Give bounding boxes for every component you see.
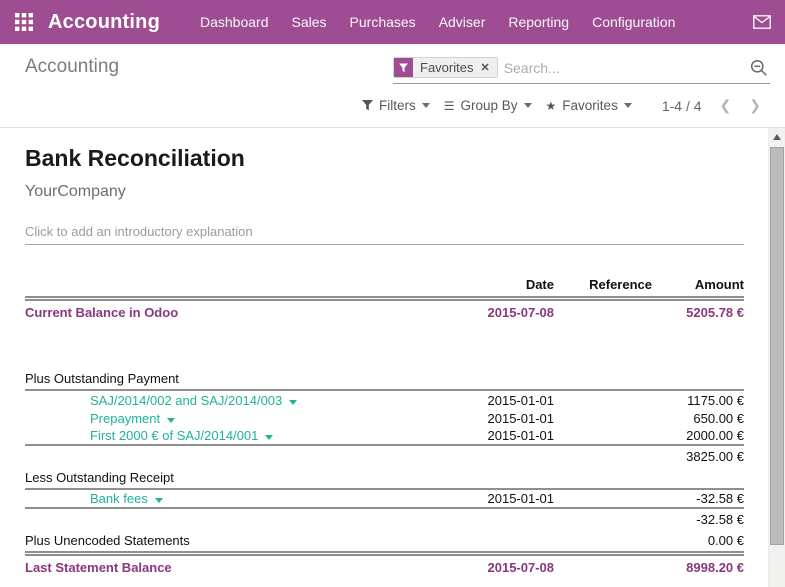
filters-dropdown[interactable]: [362, 98, 430, 113]
intro-placeholder[interactable]: Click to add an introductory explanation: [25, 224, 744, 245]
report-company: YourCompany: [25, 183, 126, 200]
chevron-down-icon: [624, 103, 632, 108]
row-amount: 1175.00 €: [687, 392, 744, 408]
row-label: Current Balance in Odoo: [25, 305, 179, 320]
search-facet-label: Favorites: [420, 60, 474, 75]
scroll-up-arrow-icon[interactable]: [769, 128, 785, 146]
column-header-amount: Amount: [694, 277, 744, 292]
table-row: [25, 530, 744, 556]
apps-grid-icon[interactable]: [14, 12, 34, 32]
table-row: [25, 391, 744, 409]
row-amount: -32.58 €: [696, 491, 744, 506]
table-row: [25, 409, 744, 427]
group-by-dropdown[interactable]: [444, 98, 532, 113]
group-by-label: Group By: [460, 98, 518, 113]
filter-funnel-icon: [362, 100, 373, 111]
table-row: [25, 467, 744, 490]
row-label: Last Statement Balance: [25, 560, 172, 575]
menu-item-adviser[interactable]: Adviser: [438, 14, 486, 30]
menu-item-configuration[interactable]: Configuration: [592, 14, 676, 30]
report-title: Bank Reconciliation: [25, 145, 245, 171]
row-date: 2015-01-01: [487, 410, 554, 426]
vertical-scrollbar[interactable]: [768, 128, 785, 587]
row-amount: 8998.20 €: [686, 560, 744, 575]
close-icon[interactable]: ✕: [480, 62, 490, 74]
table-row: [25, 368, 744, 391]
drilldown-link[interactable]: First 2000 € of SAJ/2014/001: [90, 428, 273, 443]
row-amount: 0.00 €: [707, 533, 744, 548]
report-page: [0, 127, 785, 586]
report-table-body: [25, 301, 744, 579]
filter-funnel-icon: [394, 58, 413, 77]
app-title[interactable]: Accounting: [48, 10, 160, 33]
favorites-dropdown[interactable]: [546, 98, 632, 113]
search-input[interactable]: [504, 60, 750, 76]
column-header-date: Date: [525, 277, 554, 292]
row-date: 2015-01-01: [487, 428, 554, 443]
row-label: Plus Unencoded Statements: [25, 533, 190, 548]
menu-item-sales[interactable]: Sales: [291, 14, 327, 30]
star-icon: ★: [545, 98, 557, 113]
chevron-down-icon: [167, 418, 175, 423]
search-view: [393, 55, 770, 84]
messages-envelope-icon[interactable]: [753, 15, 771, 29]
table-row: [25, 324, 744, 368]
pager-previous-icon[interactable]: ❮: [719, 97, 732, 113]
table-row: [25, 427, 744, 446]
pager-counter: 1-4 / 4: [661, 97, 702, 114]
drilldown-link[interactable]: Bank fees: [90, 491, 163, 506]
row-amount: 5205.78 €: [686, 305, 744, 320]
favorites-label: Favorites: [562, 98, 618, 113]
table-row: [25, 490, 744, 509]
row-amount: -32.58 €: [696, 512, 744, 527]
row-date: 2015-01-01: [487, 392, 554, 408]
control-panel: [0, 44, 785, 127]
apps-grid-glyph: [15, 13, 33, 31]
list-icon: ☰: [443, 98, 455, 113]
table-row: [25, 446, 744, 467]
row-label: Plus Outstanding Payment: [25, 371, 179, 386]
reconciliation-table: [25, 276, 744, 579]
table-row: [25, 556, 744, 579]
menu-item-dashboard[interactable]: Dashboard: [200, 14, 269, 30]
chevron-down-icon: [524, 103, 532, 108]
table-row: [25, 301, 744, 324]
menu-item-reporting[interactable]: Reporting: [508, 14, 570, 30]
row-date: 2015-07-08: [487, 560, 554, 575]
column-header-reference: Reference: [589, 277, 652, 292]
drilldown-link[interactable]: Prepayment: [90, 411, 175, 426]
row-date: 2015-01-01: [487, 491, 554, 506]
main-menu: [200, 14, 675, 30]
row-label: Less Outstanding Receipt: [25, 470, 174, 485]
top-bar: [0, 0, 785, 44]
search-icon[interactable]: [750, 59, 768, 77]
search-facet-favorites: [393, 57, 498, 78]
chevron-down-icon: [289, 400, 297, 405]
row-amount: 650.00 €: [693, 410, 744, 426]
row-amount: 3825.00 €: [686, 449, 744, 464]
table-row: [25, 509, 744, 530]
chevron-down-icon: [422, 103, 430, 108]
table-header-row: [25, 276, 744, 301]
scrollbar-thumb[interactable]: [770, 147, 784, 545]
menu-item-purchases[interactable]: Purchases: [349, 14, 416, 30]
breadcrumb[interactable]: Accounting: [25, 56, 120, 77]
chevron-down-icon: [265, 435, 273, 440]
row-date: 2015-07-08: [487, 305, 554, 320]
pager-next-icon[interactable]: ❯: [749, 97, 761, 113]
chevron-down-icon: [155, 498, 163, 503]
filters-label: Filters: [378, 98, 416, 113]
row-amount: 2000.00 €: [686, 428, 744, 443]
drilldown-link[interactable]: SAJ/2014/002 and SAJ/2014/003: [90, 393, 297, 408]
